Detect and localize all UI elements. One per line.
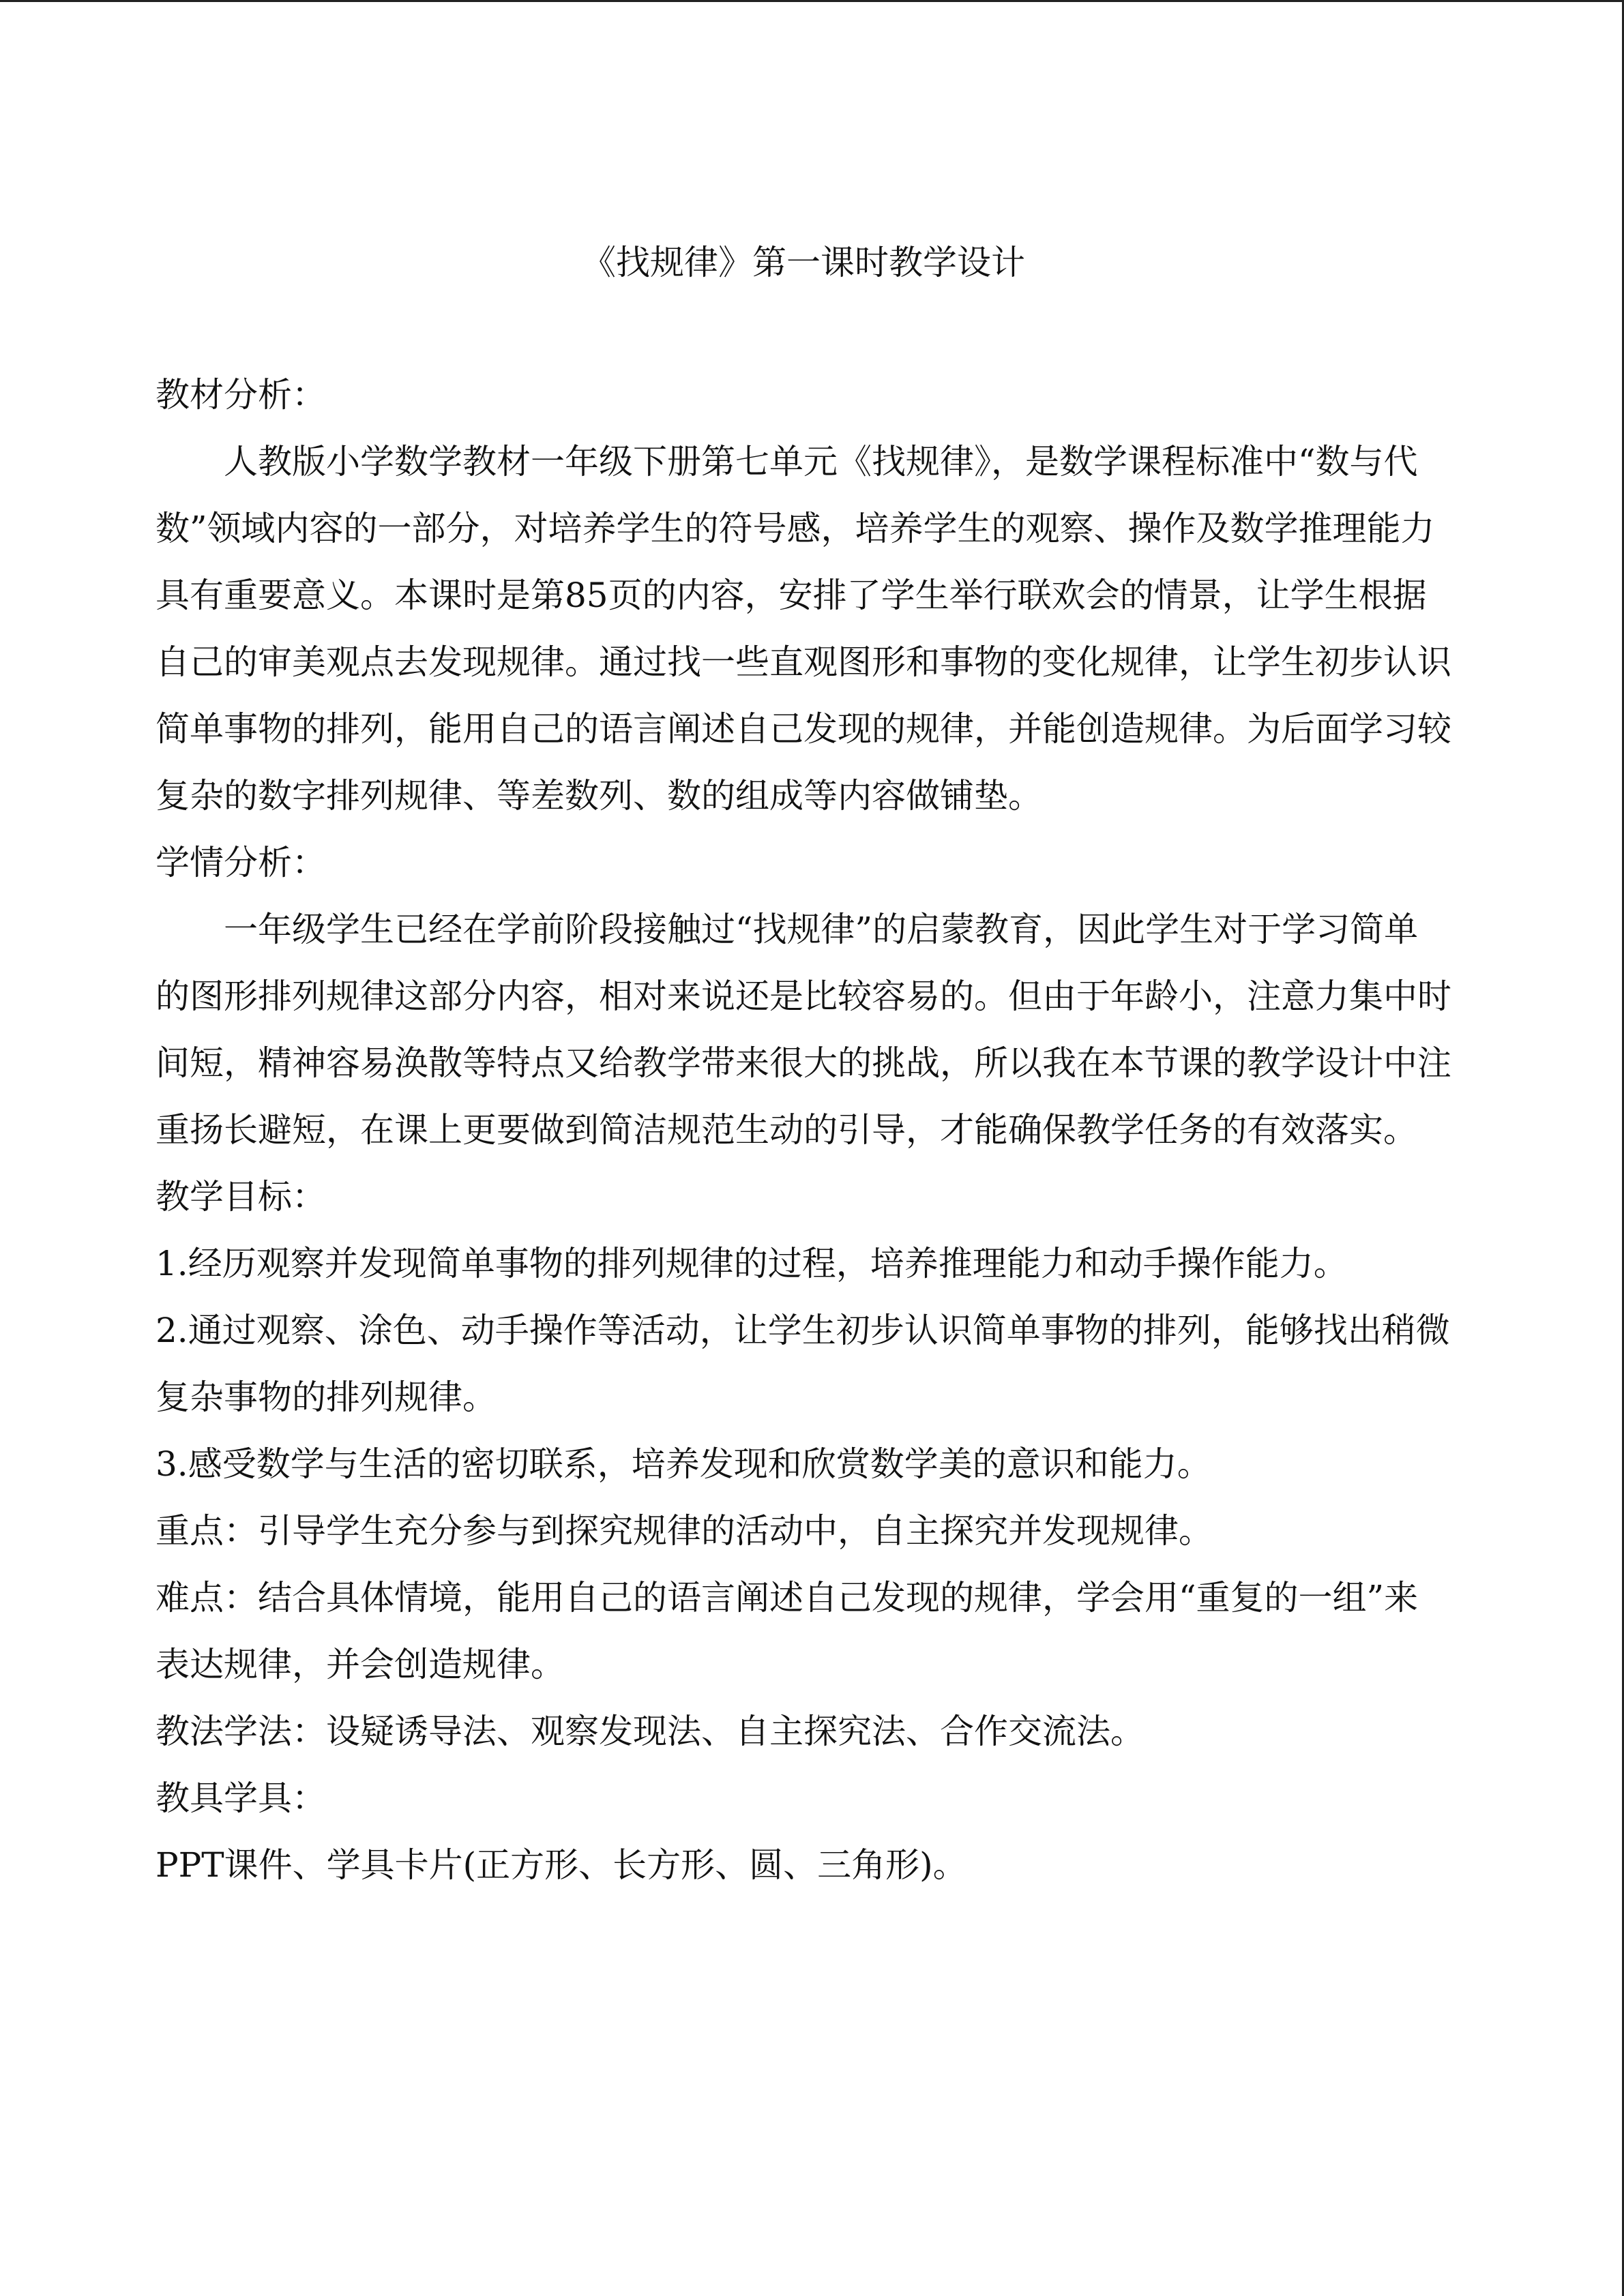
teaching-goal-1: 1.经历观察并发现简单事物的排列规律的过程，培养推理能力和动手操作能力。 (156, 1244, 1348, 1283)
student-analysis-paragraph: 一年级学生已经在学前阶段接触过“找规律”的启蒙教育，因此学生对于学习简单的图形排列规律这部分内容，相对来说还是比较容易的。但由于年龄小，注意力集中时间短，精神容易涣散等特点又给教学带来很大的挑战，所以我在本节课的教学设计中注重扬长避短，在课上更要做到简洁规范生动的引导，才能确保教学任务的有效落实。 (156, 910, 1451, 1150)
teaching-tools-heading: 教具学具： (156, 1778, 326, 1818)
teaching-goals-heading: 教学目标： (156, 1177, 326, 1217)
key-point: 重点：引导学生充分参与到探究规律的活动中，自主探究并发现规律。 (156, 1511, 1213, 1551)
teaching-methods: 教法学法：设疑诱导法、观察发现法、自主探究法、合作交流法。 (156, 1712, 1145, 1751)
material-analysis-heading: 教材分析： (156, 375, 326, 415)
difficulty: 难点：结合具体情境，能用自己的语言阐述自己发现的规律，学会用“重复的一组”来表达规律，并会创造规律。 (156, 1578, 1419, 1684)
teaching-goal-2: 2.通过观察、涂色、动手操作等活动，让学生初步认识简单事物的排列，能够找出稍微复杂事物的排列规律。 (156, 1311, 1450, 1417)
student-analysis-heading: 学情分析： (156, 843, 326, 882)
document-title: 《找规律》第一课时教学设计 (582, 243, 1025, 282)
teaching-goal-3: 3.感受数学与生活的密切联系，培养发现和欣赏数学美的意识和能力。 (156, 1444, 1211, 1484)
document-body (156, 361, 1451, 1898)
teaching-tools-list: PPT课件、学具卡片(正方形、长方形、圆、三角形)。 (156, 1845, 967, 1885)
material-analysis-paragraph: 人教版小学数学教材一年级下册第七单元《找规律》，是数学课程标准中“数与代数”领域内容的一部分，对培养学生的符号感，培养学生的观察、操作及数学推理能力具有重要意义。本课时是第85页的内容，安排了学生举行联欢会的情景，让学生根据自己的审美观点去发现规律。通过找一些直观图形和事物的变化规律，让学生初步认识简单事物的排列，能用自己的语言阐述自己发现的规律，并能创造规律。为后面学习较复杂的数字排列规律、等差数列、数的组成等内容做铺垫。 (156, 442, 1451, 816)
